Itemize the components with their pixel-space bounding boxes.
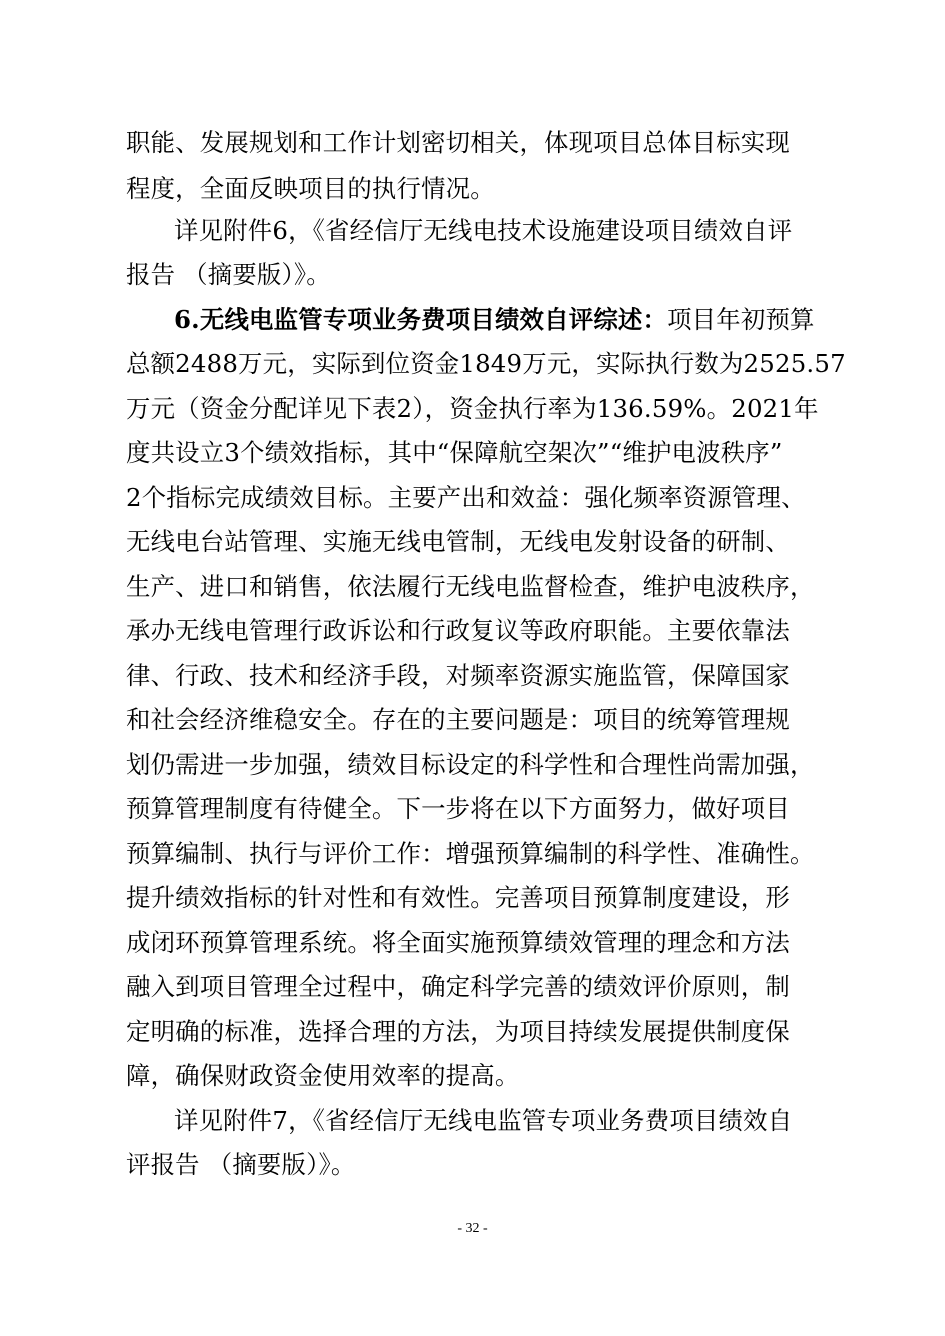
paragraph-line: 报告 （摘要版）》。 [126, 260, 331, 289]
paragraph-line: 律、行政、技术和经济手段，对频率资源实施监管，保障国家 [126, 661, 790, 690]
paragraph-line: 承办无线电管理行政诉讼和行政复议等政府职能。主要依靠法 [126, 616, 790, 645]
paragraph-line: 总额2488万元，实际到位资金1849万元，实际执行数为2525.57 [126, 349, 846, 378]
paragraph-line: 2个指标完成绩效目标。主要产出和效益：强化频率资源管理、 [126, 483, 806, 512]
paragraph-line: 生产、进口和销售，依法履行无线电监督检查，维护电波秩序， [126, 572, 815, 601]
paragraph-line: 和社会经济维稳安全。存在的主要问题是：项目的统筹管理规 [126, 705, 790, 734]
paragraph-line: 预算管理制度有待健全。下一步将在以下方面努力，做好项目 [126, 794, 790, 823]
paragraph-line: 度共设立3个绩效指标，其中“保障航空架次”“维护电波秩序” [126, 438, 783, 467]
paragraph-line: 预算编制、执行与评价工作：增强预算编制的科学性、准确性。 [126, 839, 815, 868]
paragraph-line: 评报告 （摘要版）》。 [126, 1150, 356, 1179]
paragraph-line: 详见附件6，《省经信厅无线电技术设施建设项目绩效自评 [174, 216, 793, 245]
paragraph-line: 万元（资金分配详见下表2），资金执行率为136.59%。2021年 [126, 394, 819, 423]
paragraph-text: 项目年初预算 [667, 305, 815, 334]
paragraph-line: 融入到项目管理全过程中，确定科学完善的绩效评价原则，制 [126, 972, 790, 1001]
paragraph-line: 职能、发展规划和工作计划密切相关，体现项目总体目标实现 [126, 128, 790, 157]
paragraph-line: 划仍需进一步加强，绩效目标设定的科学性和合理性尚需加强， [126, 750, 815, 779]
paragraph-line: 障，确保财政资金使用效率的提高。 [126, 1061, 520, 1090]
paragraph-line: 定明确的标准，选择合理的方法，为项目持续发展提供制度保 [126, 1017, 790, 1046]
section-heading-line [174, 300, 815, 340]
page-number: - 32 - [457, 1221, 488, 1236]
paragraph-line: 成闭环预算管理系统。将全面实施预算绩效管理的理念和方法 [126, 928, 790, 957]
paragraph-line: 无线电台站管理、实施无线电管制，无线电发射设备的研制、 [126, 527, 790, 556]
paragraph-line: 程度，全面反映项目的执行情况。 [126, 174, 495, 203]
paragraph-line: 提升绩效指标的针对性和有效性。完善项目预算制度建设，形 [126, 883, 790, 912]
paragraph-line: 详见附件7，《省经信厅无线电监管专项业务费项目绩效自 [174, 1106, 793, 1135]
section-heading: 6.无线电监管专项业务费项目绩效自评综述： [174, 305, 668, 334]
